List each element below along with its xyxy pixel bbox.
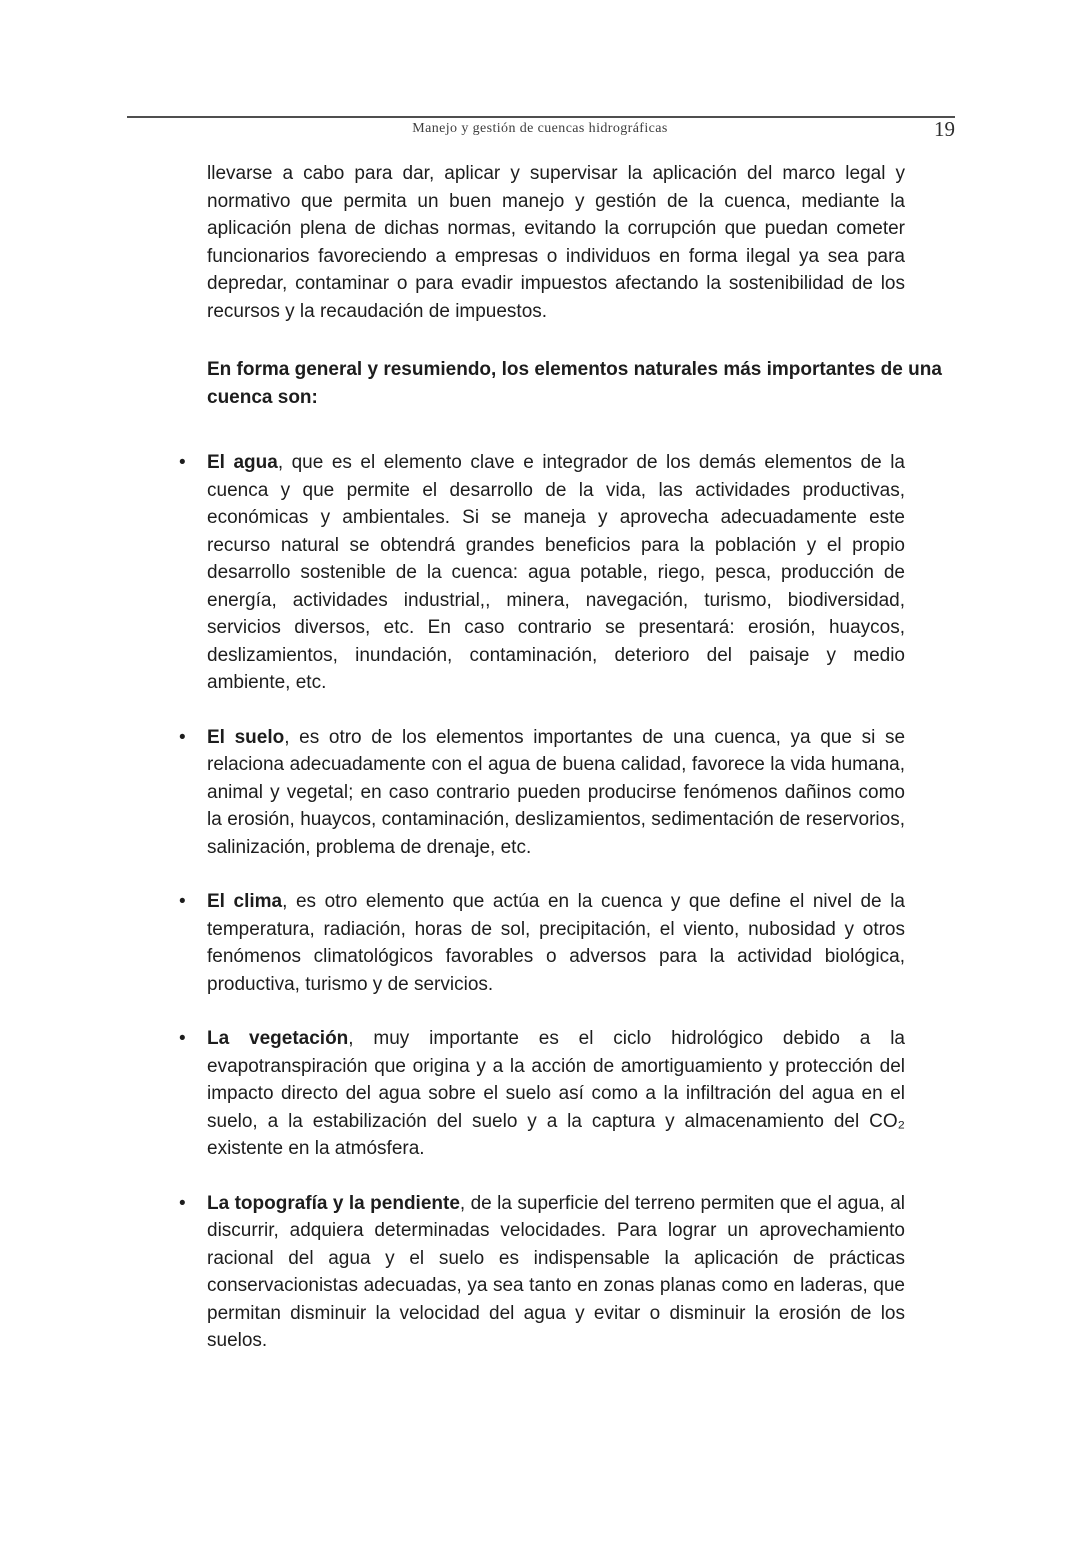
list-item-text: , de la superficie del terreno permiten que el agua, al discurrir, adquiera determinadas velocidades. Para lograr un aprovechamiento racional del agua y el suelo es indispensable la aplicación de prácticas conservacionistas adecuadas, ya sea tanto en zonas planas como en laderas, que permitan disminuir la velocidad del agua y evitar o disminuir la erosión de los suelos. <box>207 1192 905 1351</box>
list-item-lead: La topografía y la pendiente <box>207 1192 460 1214</box>
running-header-title: Manejo y gestión de cuencas hidrográficas <box>412 121 668 136</box>
bullet-icon: • <box>179 1028 186 1049</box>
elements-list <box>179 449 906 1355</box>
list-item-lead: El clima <box>207 891 283 912</box>
bullet-icon: • <box>179 452 186 473</box>
list-item-clima <box>179 888 905 998</box>
bullet-icon: • <box>179 891 186 912</box>
page-content <box>179 160 942 1355</box>
page-number: 19 <box>934 117 955 141</box>
list-item-lead: El suelo <box>207 726 285 748</box>
list-item-text: , es otro de los elementos importantes de una cuenca, ya que si se relaciona adecuadamente con el agua de buena calidad, favorece la vida humana, animal y vegetal; en caso contrario pueden producirse fenómenos dañinos como la erosión, huaycos, contaminación, deslizamientos, sedimentación de reservorios, salinización, problema de drenaje, etc. <box>207 726 906 858</box>
list-item-text: , muy importante es el ciclo hidrológico debido a la evapotranspiración que origina y a la acción de amortiguamiento y protección del impacto directo del agua sobre el suelo así como a la infiltración del agua en el suelo, a la estabilización del suelo y a la captura y almacenamiento del CO₂ existente en la atmósfera. <box>207 1028 905 1159</box>
list-item-text: , es otro elemento que actúa en la cuenca y que define el nivel de la temperatura, radiación, horas de sol, precipitación, el viento, nubosidad y otros fenómenos climatológicos favorables o adversos para la actividad biológica, productiva, turismo y de servicios. <box>207 891 905 995</box>
list-item-lead: El agua <box>207 452 278 473</box>
bullet-icon: • <box>179 726 186 748</box>
list-item-topografia <box>179 1190 905 1355</box>
list-item-text: , que es el elemento clave e integrador de los demás elementos de la cuenca y que permite el desarrollo de la vida, las actividades productivas, económicas y ambientales. Si se maneja y aprovecha adecuadamente este recurso natural se obtendrá grandes beneficios para la población y el propio desarrollo sostenible de la cuenca: agua potable, riego, pesca, producción de energía, actividades industrial,, minera, navegación, turismo, biodiversidad, servicios diversos, etc. En caso contrario se presentará: erosión, huaycos, deslizamientos, inundación, contaminación, deterioro del paisaje y medio ambiente, etc. <box>207 452 905 693</box>
section-heading: En forma general y resumiendo, los elementos naturales más importantes de una cuenca son: <box>207 359 942 408</box>
bullet-icon: • <box>179 1192 186 1214</box>
list-item-agua <box>179 449 905 697</box>
list-item-lead: La vegetación <box>207 1028 349 1049</box>
list-item-suelo <box>179 724 906 862</box>
intro-paragraph: llevarse a cabo para dar, aplicar y supervisar la aplicación del marco legal y normativo que permita un buen manejo y gestión de la cuenca, mediante la aplicación plena de dichas normas, evitando la corrupción que puedan cometer funcionarios favoreciendo a empresas o individuos en forma ilegal ya sea para depredar, contaminar o para evadir impuestos afectando la sostenibilidad de los recursos y la recaudación de impuestos. <box>207 163 905 322</box>
list-item-vegetacion <box>179 1025 905 1163</box>
